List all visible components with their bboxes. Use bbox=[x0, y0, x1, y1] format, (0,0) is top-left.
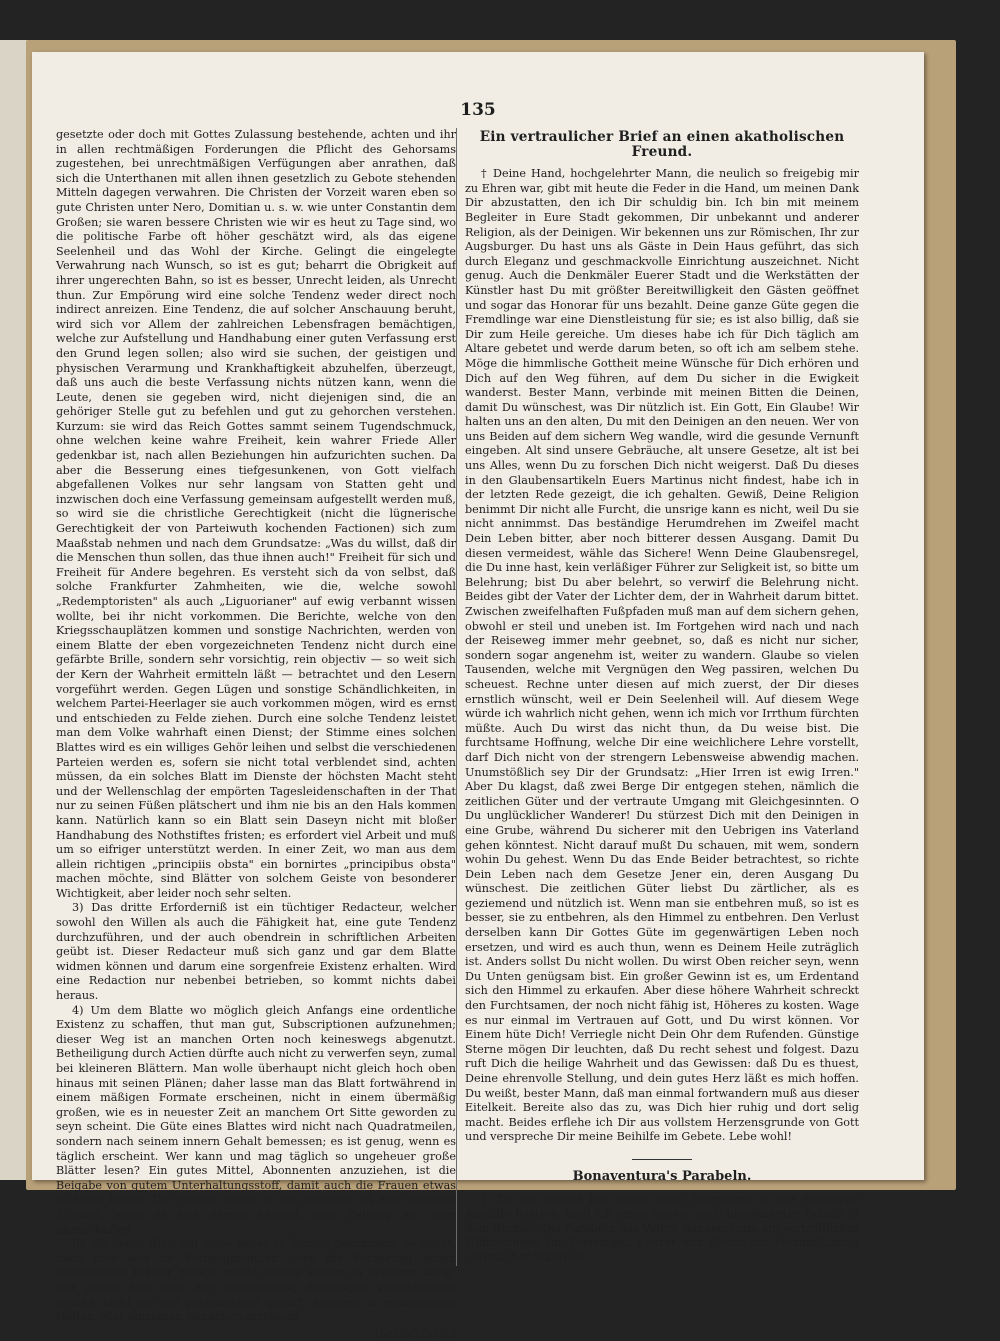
second-article-title: Bonaventura's Parabeln. bbox=[572, 1168, 752, 1184]
left-column bbox=[56, 128, 456, 1341]
newspaper-page bbox=[32, 52, 924, 1340]
left-paragraph-1: gesetzte oder doch mit Gottes Zulassung bestehende, achten und ihr in allen rechtmäßigen Forderungen die Pflicht des Gehorsams zugestehen, bei unrechtmäßigen Verfügungen aber anrathen, daß sich die Unterthanen mit allen ihnen gesetzlich zu Gebote stehenden Mitteln dagegen verwahren. Die Christen der Vorzeit waren eben so gute Christen unter Nero, Domitian u. s. w. wie unter Constantin dem Großen; sie waren bessere Christen wie wir es heut zu Tage sind, wo die politische Farbe oft höher geschätzt wird, als das eigene Seelenheil und das Wohl der Kirche. Gelingt die eingelegte Verwahrung nach Wunsch, so ist es gut; beharrt die Obrigkeit auf ihrer ungerechten Bahn, so ist es besser, Unrecht leiden, als Unrecht thun. Zur Empörung wird eine solche Tendenz weder direct noch indirect anreizen. Eine Tendenz, die auf solcher Anschauung beruht, wird sich vor Allem der zahlreichen Lebensfragen bemächtigen, welche zur Aufstellung und Handhabung einer guten Verfassung erst den Grund legen sollen; also wird sie suchen, der geistigen und physischen Verarmung und Krankhaftigkeit abzuhelfen, überzeugt, daß uns auch die beste Verfassung nichts nützen kann, wenn die Leute, denen sie gegeben wird, nicht diejenigen sind, die an gehöriger Stelle gut zu befehlen und gut zu gehorchen verstehen. Kurzum: sie wird das Reich Gottes sammt seinem Tugendschmuck, ohne welchen keine wahre Freiheit, kein wahrer Friede Aller gedenkbar ist, nach allen Beziehungen hin aufzurichten suchen. Da aber die Besserung eines tiefgesunkenen, von Gott vielfach abgefallenen Volkes nur sehr langsam von Statten geht und inzwischen doch eine Verfassung gemeinsam aufgestellt werden muß, so wird sie die christliche Gerechtigkeit (nicht die lügnerische Gerechtigkeit der von Parteiwuth kochenden Factionen) sich zum Maaßstab nehmen und nach dem Grundsatze: „Was du willst, daß dir die Menschen thun sollen, das thue ihnen auch!" Freiheit für sich und Freiheit für Andere begehren. Es versteht sich da von selbst, daß solche Frankfurter Zahmheiten, wie die, welche sowohl „Redemptoristen" als auch „Liguorianer" auf ewig verbannt wissen wollte, bei ihr nicht vorkommen. Die Berichte, welche von den Kriegsschauplätzen kommen und sonstige Nachrichten, werden von einem Blatte der eben vorgezeichneten Tendenz nicht durch eine gefärbte Brille, sondern sehr vorsichtig, rein objectiv — so weit sich der Kern der Wahrheit ermitteln läßt — betrachtet und den Lesern vorgeführt werden. Gegen Lügen und sonstige Schändlichkeiten, in welchem Partei-Heerlager sie auch vorkommen mögen, wird es ernst und entschieden zu Felde ziehen. Durch eine solche Tendenz leistet man dem Volke wahrhaft einen Dienst; der Stimme eines solchen Blattes wird es ein williges Gehör leihen und selbst die verschiedenen Parteien werden es, sofern sie nicht total verblendet sind, achten müssen, da ein solches Blatt im Dienste der höchsten Macht steht und der Wellenschlag der empörten Tagesleidenschaften in der That nur zu seinen Füßen plätschert und ihm nie bis an den Hals kommen kann. Natürlich kann so ein Blatt sein Daseyn nicht mit bloßer Handhabung des Nothstiftes fristen; es erfordert viel Arbeit und muß um so eifriger unterstützt werden. In einer Zeit, wo man aus dem allein richtigen „principiis obsta" ein bornirtes „principibus obsta" machen möchte, sind Blätter von solchem Geiste von besonderer Wichtigkeit, aber leider noch sehr selten. bbox=[56, 128, 456, 900]
right-column bbox=[456, 128, 859, 1266]
left-paragraph-3: 4) Um dem Blatte wo möglich gleich Anfangs eine ordentliche Existenz zu schaffen, thut man gut, Subscriptionen aufzunehmen; dieser Weg ist an manchen Orten noch keineswegs abgenutzt. Betheiligung durch Actien dürfte auch nicht zu verwerfen seyn, zumal bei kleineren Blättern. Man wolle überhaupt nicht gleich hoch oben hinaus mit seinen Plänen; daher lasse man das Blatt fortwährend in einem mäßigen Formate erscheinen, nicht in einem übermäßig großen, wie es in neuester Zeit an manchem Ort Sitte geworden zu seyn scheint. Die Güte eines Blattes wird nicht nach Quadratmeilen, sondern nach seinem innern Gehalt bemessen; es ist genug, wenn es täglich erscheint. Wer kann und mag täglich so ungeheuer große Blätter lesen? Ein gutes Mittel, Abonnenten anzuziehen, ist die Beigabe von gutem Unterhaltungsstoff, damit auch die Frauen etwas zu lesen haben. Die Frauen haben in den Familien oft eine wichtige Stimme, wenn es sich darum handelt, eine Zeitung an- oder abzuschaffen. bbox=[56, 1003, 456, 1236]
second-article-paragraph-1: † Da ich einmal bei einem alten Pfarrherrn in der Seelsorge Aushilfe leistete, fand ich einen neuen, noch ungekannten Schatz in dem Buche: „Die Parabeln des Vaters Bonaventura; ein vortreffliches Hilfsbüchlein für Seelsorger, Lehrer und Eltern zur Versinnlichung christlicher Wahrheit bbox=[465, 1192, 859, 1264]
continued-note: (Schluß folgt.) bbox=[374, 1326, 456, 1340]
section-divider bbox=[632, 1159, 692, 1160]
left-paragraph-2: 3) Das dritte Erforderniß ist ein tüchtiger Redacteur, welcher sowohl den Willen als auch die Fähigkeit hat, eine gute Tendenz durchzuführen, und der auch obendrein in schriftlichen Arbeiten geübt ist. Dieser Redacteur muß sich ganz und gar dem Blatte widmen können und darum eine sorgenfreie Existenz erhalten. Wird eine Redaction nur nebenbei betrieben, so kommt nichts dabei heraus. bbox=[56, 901, 456, 1003]
left-paragraph-4: Ist ein neues Blatt auf diese Weise zu Stande gekommen, so bleibt, nach dem was im Vorhergehenden über die Förderung schon bestehender Blätter gesagt wurde, nichts weiter zu erörtern übrig. Wir gehen also über zur Besprechung derjenigen Volksliteratur, welche nicht zu den periodischen gehört, sondern in zwangslosen Heften oder einzelnen Bändchen erscheint. bbox=[56, 1237, 456, 1324]
article-title: Ein vertraulicher Brief an einen akatholischen Freund. bbox=[479, 129, 845, 160]
article-paragraph-1: † Deine Hand, hochgelehrter Mann, die neulich so freigebig mir zu Ehren war, gibt mit heute die Feder in die Hand, um meinen Dank Dir abzustatten, den ich Dir schuldig bin. Ich bin mit meinem Begleiter in Eure Stadt gekommen, Dir unbekannt und anderer Religion, als der Deinigen. Wir bekennen uns zur Römischen, Ihr zur Augsburger. Du hast uns als Gäste in Dein Haus geführt, das sich durch Eleganz und geschmackvolle Einrichtung auszeichnet. Nicht genug. Auch die Denkmäler Euerer Stadt und die Werkstätten der Künstler hast Du mit größter Bereitwilligkeit den Gästen geöffnet und sogar das Honorar für uns bezahlt. Deine ganze Güte gegen die Fremdlinge war eine Dienstleistung für sie; es ist also billig, daß sie Dir zum Heile gereiche. Um dieses habe ich für Dich täglich am Altare gebetet und werde darum beten, so oft ich am selbem stehe. Möge die himmlische Gottheit meine Wünsche für Dich erhören und Dich auf den Weg führen, auf dem Du sicher in die Ewigkeit wanderst. Bester Mann, verbinde mit meinen Bitten die Deinen, damit Du wünschest, was Dir nützlich ist. Ein Gott, Ein Glaube! Wir halten uns an den alten, Du mit den Deinigen an den neuen. Wer von uns Beiden auf dem sichern Weg wandle, wird die gesunde Vernunft eingeben. Alt sind unsere Gebräuche, alt unsere Gesetze, alt ist bei uns Alles, wenn Du zu forschen Dich nicht weigerst. Daß Du dieses in den Glaubensartikeln Euers Martinus nicht findest, habe ich in der letzten Rede gezeigt, die ich gehalten. Gewiß, Deine Religion benimmt Dir nicht alle Furcht, die unsrige kann es nicht, weil Du sie nicht annimmst. Das beständige Herumdrehen im Zweifel macht Dein Leben bitter, aber noch bitterer dessen Ausgang. Damit Du diesen vermeidest, wähle das Sichere! Wenn Deine Glaubensregel, die Du inne hast, kein verläßiger Führer zur Seligkeit ist, so bitte um Belehrung; bist Du aber belehrt, so verwirf die Belehrung nicht. Beides gibt der Vater der Lichter dem, der in Wahrheit darum bittet. Zwischen zweifelhaften Fußpfaden muß man auf dem sichern gehen, obwohl er steil und uneben ist. Im Fortgehen wird nach und nach der Reiseweg immer mehr geebnet, so, daß es nicht nur sicher, sondern sogar angenehm ist, weiter zu wandern. Glaube so vielen Tausenden, welche mit Vergnügen den Weg passiren, welchen Du scheuest. Rechne unter diesen auf mich zuerst, der Dir dieses ernstlich wünscht, weil er Dein Seelenheil will. Auf diesem Wege würde ich wahrlich nicht gehen, wenn ich mich vor Irrthum fürchten müßte. Auch Du wirst das nicht thun, da Du weise bist. Die furchtsame Hoffnung, welche Dir eine weichlichere Lehre vorstellt, darf Dich nicht von der strengern Lebensweise abwendig machen. Unumstößlich sey Dir der Grundsatz: „Hier Irren ist ewig Irren." Aber Du klagst, daß zwei Berge Dir entgegen stehen, nämlich die zeitlichen Güter und der vertraute Umgang mit Gleichgesinnten. O Du unglücklicher Wanderer! Du stürzest Dich mit den Deinigen in eine Grube, während Du sicherer mit den Uebrigen ins Vaterland gehen könntest. Nicht darauf mußt Du schauen, mit wem, sondern wohin Du gehest. Wenn Du das Ende Beider betrachtest, so richte Dein Leben nach dem Gesetze Jener ein, deren Ausgang Du wünschest. Die zeitlichen Güter liebst Du zärtlicher, als es geziemend und nützlich ist. Wenn man sie entbehren muß, so ist es besser, sie zu entbehren, als den Himmel zu entbehren. Den Verlust derselben kann Dir Gottes Güte im gegenwärtigen Leben noch ersetzen, und wird es auch thun, wenn es Deinem Heile zuträglich ist. Anders sollst Du nicht wollen. Du wirst Oben reicher seyn, wenn Du Unten genügsam bist. Ein großer Gewinn ist es, um Erdentand sich den Himmel zu erkaufen. Aber diese höhere Wahrheit schreckt den Furchtsamen, der noch nicht fähig ist, Höheres zu kosten. Wage es nur einmal im Vertrauen auf Gott, und Du wirst können. Vor Einem hüte Dich! Verriegle nicht Dein Ohr dem Rufenden. Günstige Sterne mögen Dir leuchten, daß Du recht sehest und folgest. Dazu ruft Dich die heilige Wahrheit und das Gewissen: daß Du es thuest, Deine ehrenvolle Stellung, und dein gutes Herz läßt es mich hoffen. Du weißt, bester Mann, daß man einmal fortwandern muß aus dieser Eitelkeit. Bereite also das zu, was Dich hier ruhig und dort selig macht. Beides erflehe ich Dir aus vollstem Herzensgrunde von Gott und verspreche Dir meine Beihilfe im Gebete. Lebe wohl! bbox=[465, 167, 859, 1144]
page-number: 135 bbox=[460, 100, 496, 120]
